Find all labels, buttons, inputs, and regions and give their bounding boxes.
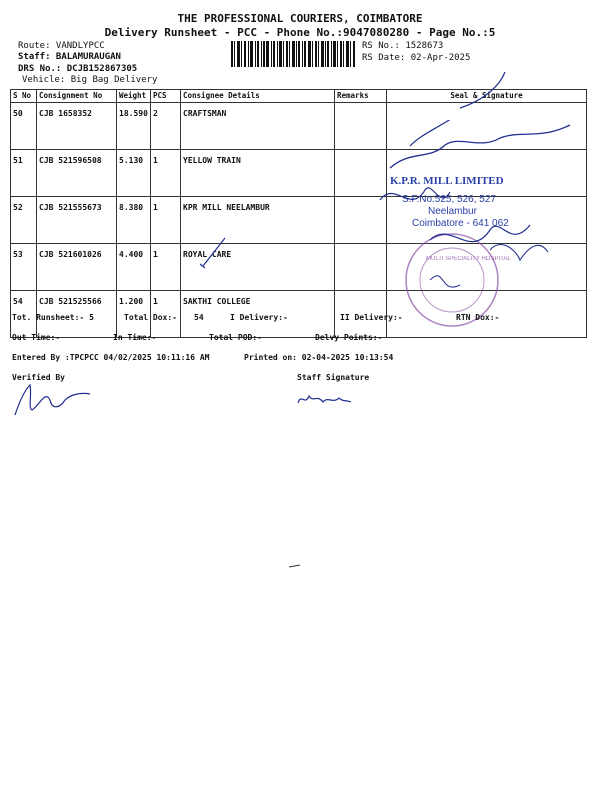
drs-label: DRS No.: DCJB152867305: [18, 64, 138, 74]
vehicle-label: Vehicle: Big Bag Delivery: [22, 75, 158, 85]
staff-label: Staff: BALAMURAUGAN: [18, 52, 121, 62]
route-label: Route: VANDLYPCC: [18, 41, 105, 51]
company-title: THE PROFESSIONAL COURIERS, COIMBATORE: [177, 12, 423, 25]
cell-sno: 54: [11, 291, 37, 338]
cell-consignee: KPR MILL NEELAMBUR: [181, 197, 335, 244]
cell-weight: 8.380: [117, 197, 151, 244]
verified-by-label: Verified By: [12, 373, 65, 382]
barcode-image: [231, 41, 356, 67]
col-consignment: Consignment No: [37, 90, 117, 103]
cell-sno: 51: [11, 150, 37, 197]
stray-mark: [288, 563, 302, 569]
stamp-line4: Coimbatore - 641 062: [412, 218, 509, 229]
runsheet-subtitle: Delivery Runsheet - PCC - Phone No.:9047080280 - Page No.:5: [104, 26, 496, 39]
cell-weight: 4.400: [117, 244, 151, 291]
cell-pcs: 1: [151, 150, 181, 197]
stamp-line3: Neelambur: [428, 206, 477, 217]
cell-consignment: CJB 521525566: [37, 291, 117, 338]
cell-consignee: YELLOW TRAIN: [181, 150, 335, 197]
cell-sno: 50: [11, 103, 37, 150]
verified-signature: [10, 380, 95, 420]
total-dox-label: Total Dox:-: [124, 313, 177, 322]
staff-signature-label: Staff Signature: [297, 373, 370, 382]
signature-mark: [195, 236, 240, 271]
cell-weight: 1.200: [117, 291, 151, 338]
cell-consignee: SAKTHI COLLEGE: [181, 291, 335, 338]
cell-consignment: CJB 521596508: [37, 150, 117, 197]
i-delivery: I Delivery:-: [230, 313, 288, 322]
seal-text: MULTI SPECIALITY HOSPITAL: [426, 256, 511, 262]
cell-weight: 18.590: [117, 103, 151, 150]
cell-pcs: 2: [151, 103, 181, 150]
cell-consignment: CJB 521601026: [37, 244, 117, 291]
cell-weight: 5.130: [117, 150, 151, 197]
tot-runsheet: Tot. Runsheet:- 5: [12, 313, 94, 322]
staff-signature: [295, 388, 355, 410]
printed-on: Printed on: 02-04-2025 10:13:54: [244, 353, 394, 362]
cell-pcs: 1: [151, 291, 181, 338]
rtn-dox: RTN Dox:-: [456, 313, 500, 322]
cell-consignment: CJB 521555673: [37, 197, 117, 244]
total-dox-value: 54: [194, 313, 204, 322]
stamp-line2: S.F.No.525, 526, 527: [402, 194, 496, 205]
cell-consignment: CJB 1658352: [37, 103, 117, 150]
col-remarks: Remarks: [335, 90, 387, 103]
cell-pcs: 1: [151, 197, 181, 244]
rs-number: RS No.: 1528673: [362, 41, 444, 51]
cell-pcs: 1: [151, 244, 181, 291]
rs-date: RS Date: 02-Apr-2025: [362, 53, 471, 63]
total-pod: Total POD:-: [209, 333, 262, 342]
in-time: In Time:-: [113, 333, 157, 342]
kpr-mill-stamp: [370, 120, 590, 340]
signature-stroke: [455, 70, 515, 110]
col-weight: Weight: [117, 90, 151, 103]
stamp-line1: K.P.R. MILL LIMITED: [390, 175, 504, 187]
cell-sno: 53: [11, 244, 37, 291]
ii-delivery: II Delivery:-: [340, 313, 403, 322]
cell-sno: 52: [11, 197, 37, 244]
cell-consignee: ROYAL CARE: [181, 244, 335, 291]
col-consignee: Consignee Details: [181, 90, 335, 103]
entered-by: Entered By :TPCPCC 04/02/2025 10:11:16 AM: [12, 353, 210, 362]
col-sno: S No: [11, 90, 37, 103]
col-pcs: PCS: [151, 90, 181, 103]
delvy-points: Delvy Points:-: [315, 333, 383, 342]
col-seal-signature: Seal & Signature: [387, 90, 587, 103]
out-time: Out Time:-: [12, 333, 61, 342]
cell-consignee: CRAFTSMAN: [181, 103, 335, 150]
